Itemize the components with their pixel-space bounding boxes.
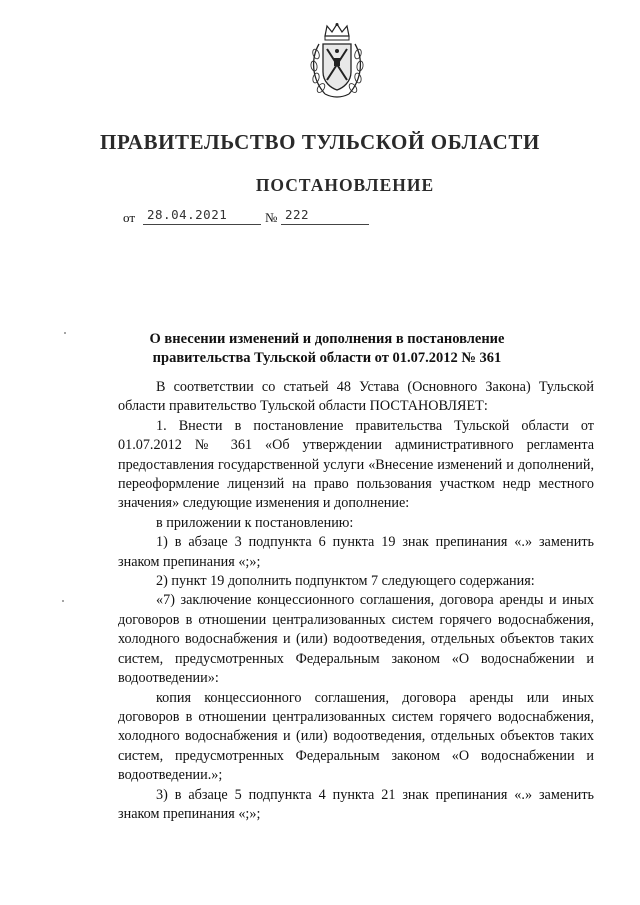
scan-speck [62, 600, 64, 602]
number-underline [281, 224, 369, 225]
document-body [118, 378, 594, 824]
subject-line-2: правительства Тульской области от 01.07.2012 № 361 [152, 350, 502, 366]
date-number-row [123, 207, 383, 227]
subject-line-1: О внесении изменений и дополнения в постановление [149, 331, 505, 347]
appendix-intro-paragraph: в приложении к постановлению: [156, 514, 354, 531]
preamble-paragraph: В соответствии со статьей 48 Устава (Основного Закона) Тульской области правительство Тульской области ПОСТАНОВЛЯЕТ: [118, 379, 594, 415]
item-2-paragraph: 2) пункт 19 дополнить подпунктом 7 следующего содержания: [156, 573, 535, 590]
coat-of-arms-icon [307, 22, 367, 100]
copy-requirement-paragraph: копия концессионного соглашения, договора аренды или иных договоров в отношении централизованных систем горячего водоснабжения, холодного водоснабжения и (или) водоотведения, отдельных объектов таких систем, предусмотренных Федеральным законом «О водоснабжении и водоотведении.»; [118, 689, 594, 784]
item-3-paragraph: 3) в абзаце 5 подпункта 4 пункта 21 знак препинания «.» заменить знаком препинания «;»; [118, 786, 594, 822]
date-label: от [123, 210, 136, 225]
scan-speck [64, 332, 66, 334]
date-underline [143, 224, 261, 225]
document-subject [60, 330, 594, 368]
item-1-paragraph: 1) в абзаце 3 подпункта 6 пункта 19 знак препинания «.» заменить знаком препинания «;»; [118, 534, 594, 570]
authority-title: ПРАВИТЕЛЬСТВО ТУЛЬСКОЙ ОБЛАСТИ [100, 130, 540, 154]
subitem-7-paragraph: «7) заключение концессионного соглашения, договора аренды и иных договоров в отношении централизованных систем горячего водоснабжения, холодного водоснабжения и (или) водоотведения, отдельных объектов таких систем, предусмотренных Федеральным законом «О водоснабжении и водоотведении»: [118, 592, 594, 687]
clause-1-paragraph: 1. Внести в постановление правительства Тульской области от 01.07.2012 № 361 «Об утверждении административного регламента предоставления государственной услуги «Внесение изменений и дополнений, переоформление лицензий на право пользования участком недр местного значения» следующие изменения и дополнение: [118, 417, 594, 512]
number-value: 222 [285, 207, 310, 222]
number-label: № [265, 210, 278, 225]
document-type-title: ПОСТАНОВЛЕНИЕ [255, 175, 435, 195]
date-value: 28.04.2021 [147, 207, 228, 222]
